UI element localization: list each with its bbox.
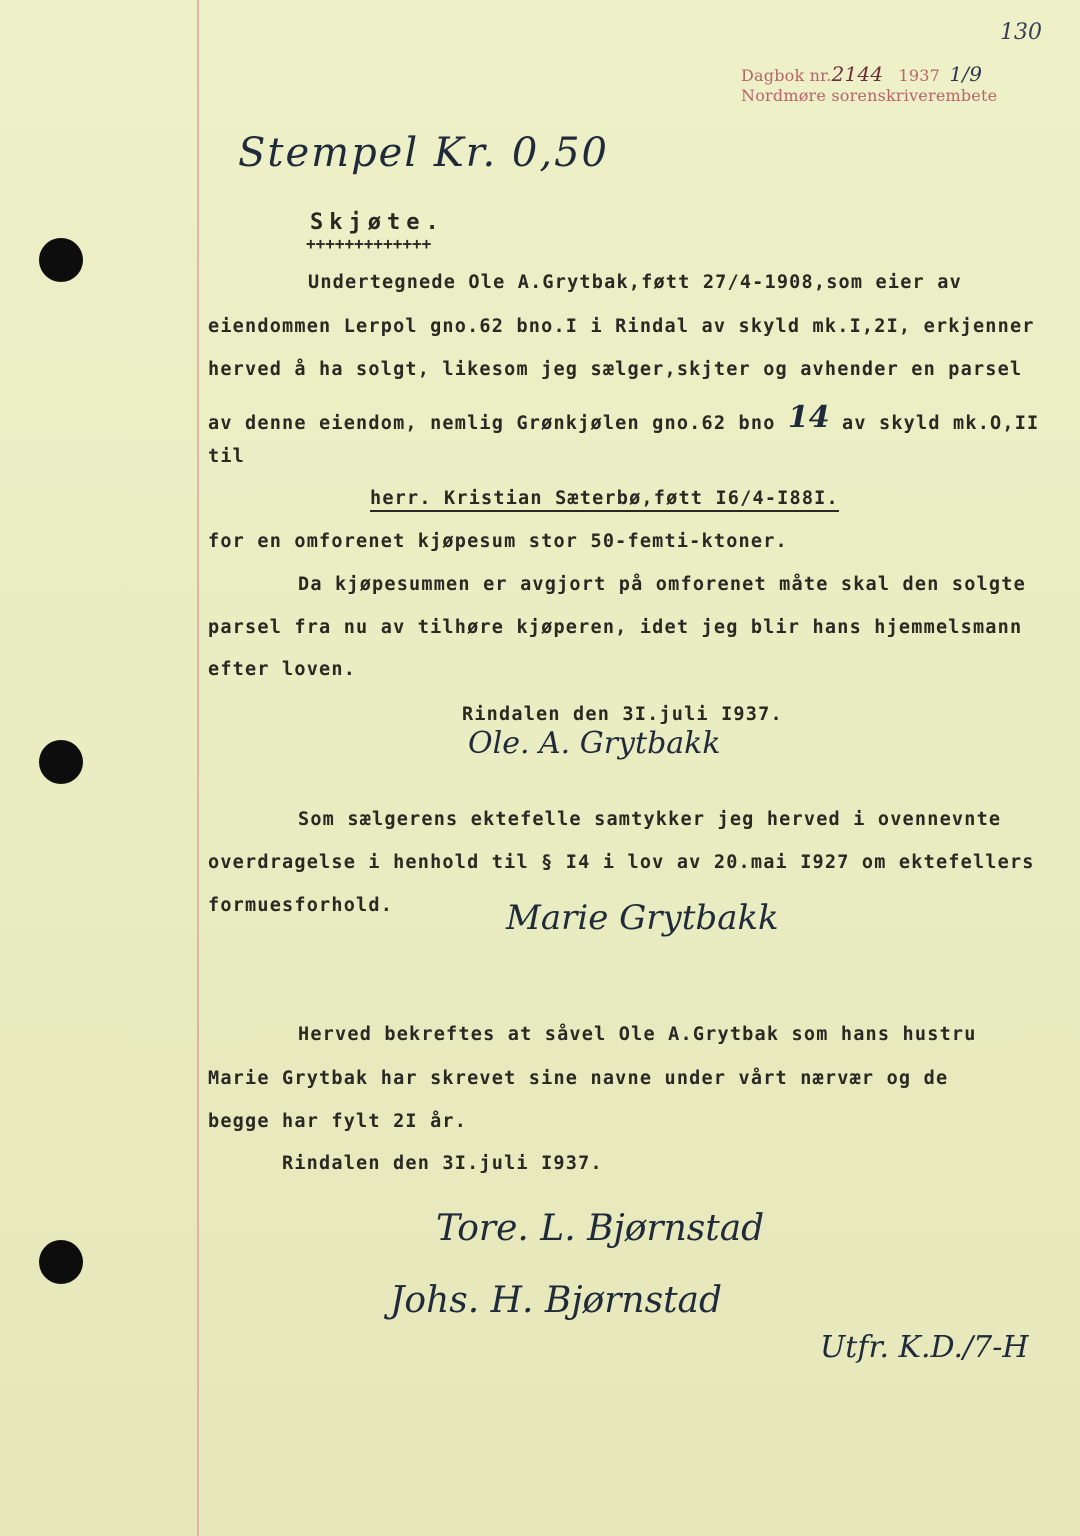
margin-rule	[197, 0, 199, 1536]
punch-hole-top	[39, 238, 83, 282]
p1-line4	[208, 402, 1039, 437]
p3-line3: efter loven.	[208, 659, 357, 680]
p2-line1: for en omforenet kjøpesum stor 50-femti-ktoner.	[208, 531, 788, 552]
stamp-number: 2144	[831, 62, 884, 86]
p1-line4-end: av skyld mk.O,II	[841, 413, 1040, 434]
buyer-line	[370, 488, 839, 509]
parcel-number-handwritten: 14	[787, 400, 830, 435]
registry-stamp-line1	[741, 62, 982, 86]
date-line-2: Rindalen den 3I.juli I937.	[282, 1153, 603, 1174]
p1-line1: Undertegnede Ole A.Grytbak,føtt 27/4-1908,som eier av	[308, 272, 962, 293]
stamp-fee-note: Stempel Kr. 0,50	[238, 130, 609, 176]
p1-line3: herved å ha solgt, likesom jeg sælger,skjter og avhender en parsel	[208, 359, 1023, 380]
wife-signature: Marie Grytbakk	[506, 898, 779, 938]
p4-line2: overdragelse i henhold til § I4 i lov av 20.mai I927 om ektefellers	[208, 852, 1035, 873]
stamp-date: 1/9	[949, 62, 983, 86]
p4-line3: formuesforhold.	[208, 895, 394, 916]
buyer-name: herr. Kristian Sæterbø,føtt I6/4-I88I.	[370, 488, 839, 512]
punch-hole-bottom	[39, 1240, 83, 1284]
p3-line1: Da kjøpesummen er avgjort på omforenet måte skal den solgte	[298, 574, 1026, 595]
p5-line3: begge har fylt 2I år.	[208, 1111, 468, 1132]
registry-stamp-line2: Nordmøre sorenskriverembete	[741, 86, 998, 105]
witness-signature-2: Johs. H. Bjørnstad	[390, 1280, 723, 1321]
witness-signature-1: Tore. L. Bjørnstad	[436, 1208, 765, 1249]
punch-hole-middle	[39, 740, 83, 784]
page-number: 130	[1000, 20, 1042, 45]
p5-line2: Marie Grytbak har skrevet sine navne under vårt nærvær og de	[208, 1068, 949, 1089]
p4-line1: Som sælgerens ektefelle samtykker jeg herved i ovennevnte	[298, 809, 1002, 830]
clerk-initials: Utfr. K.D./7-H	[820, 1330, 1029, 1365]
p1-line5: til	[208, 446, 246, 467]
p1-line2: eiendommen Lerpol gno.62 bno.I i Rindal av skyld mk.I,2I, erkjenner	[208, 316, 1035, 337]
stamp-prefix: Dagbok nr.	[741, 66, 832, 85]
stamp-year: 1937	[898, 66, 941, 85]
title-rule: +++++++++++++	[306, 234, 432, 253]
date-line-1: Rindalen den 3I.juli I937.	[462, 704, 783, 725]
p5-line1: Herved bekreftes at såvel Ole A.Grytbak som hans hustru	[298, 1024, 977, 1045]
p1-line4-start: av denne eiendom, nemlig Grønkjølen gno.62 bno	[208, 413, 776, 434]
document-title: Skjøte.	[310, 210, 445, 235]
p3-line2: parsel fra nu av tilhøre kjøperen, idet jeg blir hans hjemmelsmann	[208, 617, 1023, 638]
seller-signature: Ole. A. Grytbakk	[468, 726, 721, 761]
